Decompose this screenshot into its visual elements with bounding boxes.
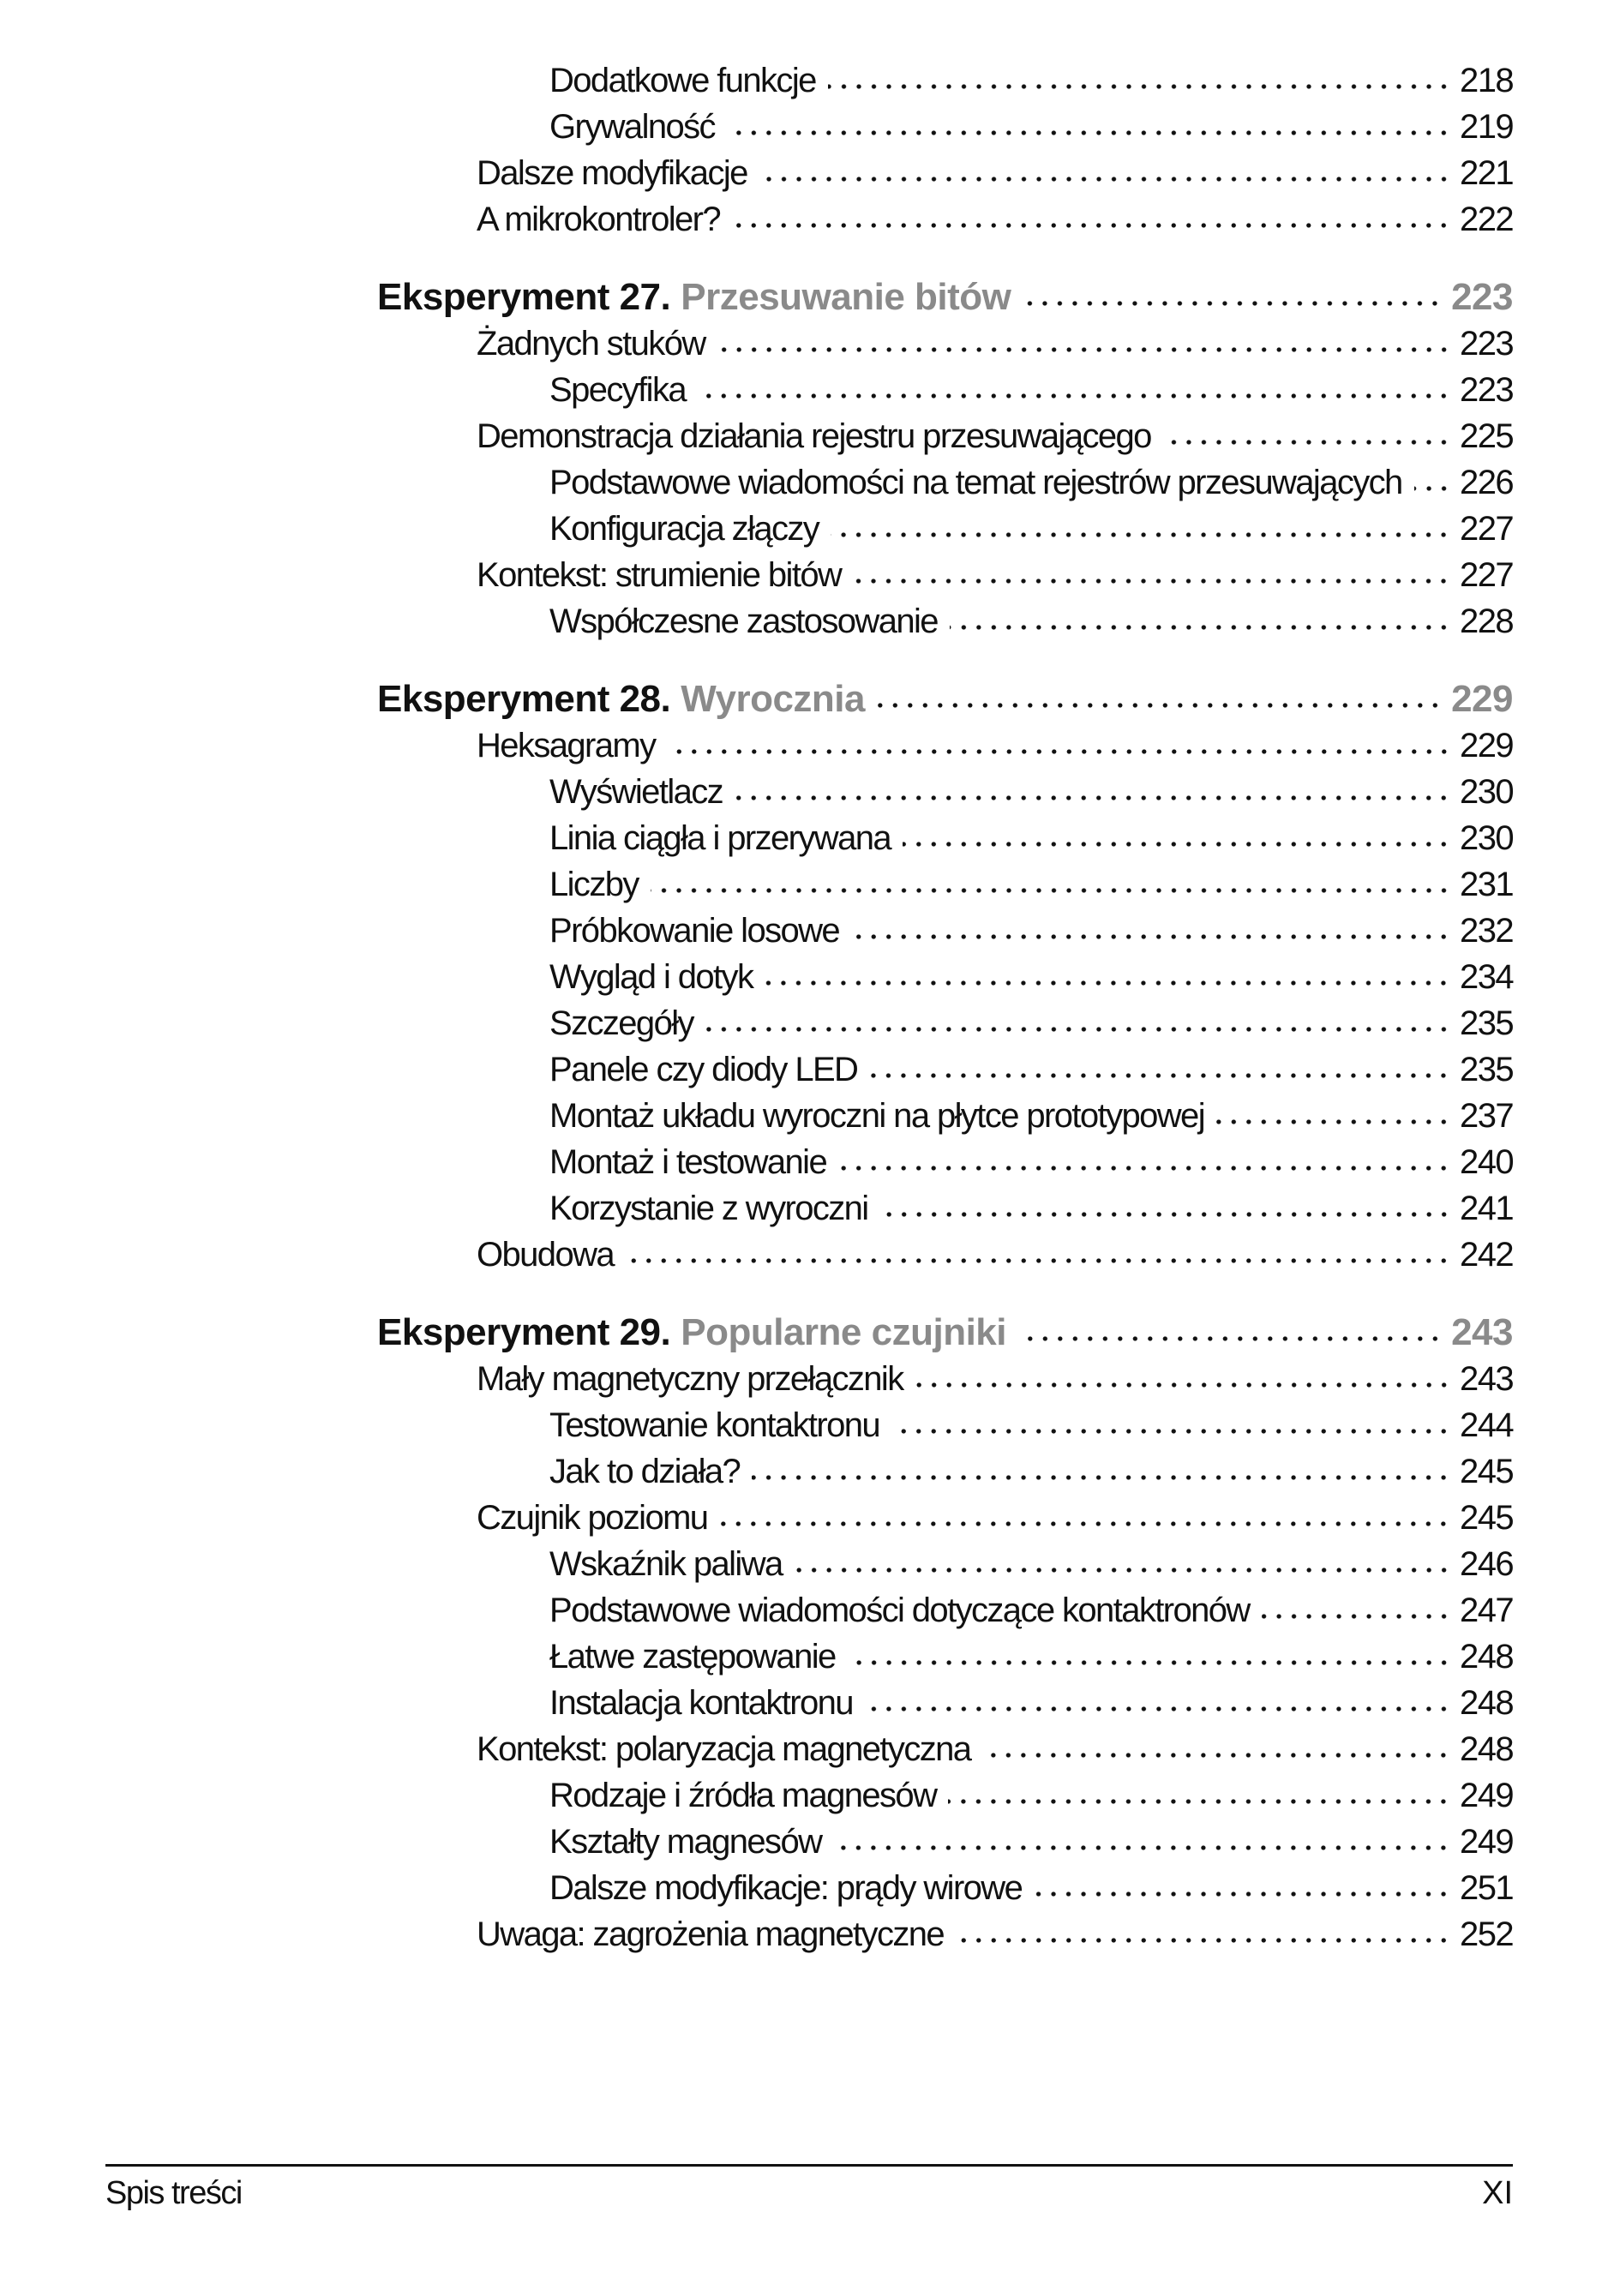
toc-entry <box>0 1448 1608 1495</box>
entry-title: Montaż i testowanie <box>549 1142 827 1181</box>
dot-leader <box>880 1212 1451 1217</box>
entry-title: Czujnik poziomu <box>477 1498 708 1537</box>
toc-entry <box>0 954 1608 1000</box>
dot-leader <box>1023 301 1443 306</box>
page-number: 241 <box>1460 1189 1513 1227</box>
toc-entry <box>0 861 1608 908</box>
toc-chapter-entry <box>0 274 1608 321</box>
dot-leader <box>828 84 1451 89</box>
entry-title <box>377 1311 1006 1354</box>
page-number: 228 <box>1460 602 1513 640</box>
entry-title: Dodatkowe funkcje <box>549 61 816 99</box>
dot-leader <box>865 1706 1451 1712</box>
page-number: 231 <box>1460 865 1513 903</box>
toc-entry <box>0 1819 1608 1865</box>
page-number: 235 <box>1460 1050 1513 1088</box>
page-number: 222 <box>1460 200 1513 238</box>
page-number: 219 <box>1460 107 1513 146</box>
page-number: 229 <box>1451 678 1513 720</box>
dot-leader <box>956 1938 1451 1943</box>
toc-entry <box>0 1634 1608 1680</box>
dot-leader <box>651 888 1451 893</box>
page-number: 243 <box>1451 1311 1513 1353</box>
page-number: 248 <box>1460 1637 1513 1676</box>
dot-leader <box>982 1753 1451 1758</box>
page-number: 230 <box>1460 818 1513 857</box>
dot-leader <box>833 1845 1451 1850</box>
entry-title: Testowanie kontaktronu <box>549 1406 880 1444</box>
toc-entry <box>0 552 1608 598</box>
dot-leader <box>1163 440 1451 445</box>
entry-title: Demonstracja działania rejestru przesuwającego <box>477 417 1151 455</box>
dot-leader <box>795 1568 1451 1573</box>
entry-title: Korzystanie z wyroczni <box>549 1189 868 1227</box>
page-number: 249 <box>1460 1776 1513 1814</box>
toc-entry <box>0 1911 1608 1957</box>
dot-leader <box>732 223 1451 228</box>
entry-title: Liczby <box>549 865 639 903</box>
toc-entry <box>0 506 1608 552</box>
page-number: 249 <box>1460 1822 1513 1861</box>
entry-title: Łatwe zastępowanie <box>549 1637 836 1676</box>
entry-title: Jak to działa? <box>549 1452 741 1490</box>
dot-leader <box>851 934 1451 939</box>
toc-chapter-entry <box>0 676 1608 722</box>
toc-entry <box>0 150 1608 196</box>
page-number: 229 <box>1460 726 1513 764</box>
dot-leader <box>950 625 1451 630</box>
dot-leader <box>1414 486 1451 491</box>
page-number: 235 <box>1460 1004 1513 1042</box>
entry-title: Próbkowanie losowe <box>549 911 840 950</box>
dot-leader <box>948 1799 1451 1804</box>
page-number: 223 <box>1451 276 1513 318</box>
toc-entry <box>0 1139 1608 1185</box>
dot-leader <box>759 177 1451 182</box>
chapter-label: Eksperyment 28. <box>377 678 671 720</box>
entry-title: Wskaźnik paliwa <box>549 1544 783 1583</box>
entry-title: Współczesne zastosowanie <box>549 602 938 640</box>
dot-leader <box>717 347 1451 352</box>
entry-title: Wygląd i dotyk <box>549 957 753 996</box>
toc-entry <box>0 1185 1608 1232</box>
page-number: 223 <box>1460 370 1513 409</box>
entry-title: Mały magnetyczny przełącznik <box>477 1359 903 1398</box>
page-number: 244 <box>1460 1406 1513 1444</box>
toc-entry <box>0 598 1608 644</box>
dot-leader <box>735 795 1451 800</box>
page-number: 234 <box>1460 957 1513 996</box>
entry-title: Żadnych stuków <box>477 324 705 363</box>
chapter-name: Popularne czujniki <box>681 1311 1006 1353</box>
entry-title: Uwaga: zagrożenia magnetyczne <box>477 1915 945 1953</box>
dot-leader <box>698 393 1451 399</box>
entry-title: Instalacja kontaktronu <box>549 1683 853 1722</box>
toc-entry <box>0 1680 1608 1726</box>
dot-leader <box>853 578 1451 584</box>
toc-entry <box>0 1726 1608 1772</box>
toc-entry <box>0 1865 1608 1911</box>
toc-entry <box>0 1587 1608 1634</box>
toc-entry <box>0 1772 1608 1819</box>
page-number: 218 <box>1460 61 1513 99</box>
dot-leader <box>1018 1336 1443 1341</box>
entry-title: Panele czy diody LED <box>549 1050 858 1088</box>
page-number: 240 <box>1460 1142 1513 1181</box>
page-number: 245 <box>1460 1452 1513 1490</box>
dot-leader <box>1216 1119 1451 1124</box>
dot-leader <box>765 980 1451 986</box>
toc-entry <box>0 769 1608 815</box>
entry-title: Kształty magnesów <box>549 1822 822 1861</box>
entry-title <box>377 276 1011 319</box>
dot-leader <box>727 130 1451 135</box>
toc-entry <box>0 1356 1608 1402</box>
page-number: 252 <box>1460 1915 1513 1953</box>
entry-title: Specyfika <box>549 370 687 409</box>
dot-leader <box>626 1258 1451 1263</box>
dot-leader <box>877 703 1443 708</box>
toc-entry <box>0 815 1608 861</box>
entry-title: Kontekst: strumienie bitów <box>477 555 842 594</box>
entry-title: Dalsze modyfikacje: prądy wirowe <box>549 1868 1023 1907</box>
dot-leader <box>848 1660 1451 1665</box>
page-number: 226 <box>1460 463 1513 501</box>
toc-entry <box>0 1495 1608 1541</box>
page-number: 242 <box>1460 1235 1513 1274</box>
entry-title: Podstawowe wiadomości na temat rejestrów przesuwających <box>549 463 1402 501</box>
toc-entry <box>0 459 1608 506</box>
dot-leader <box>705 1027 1451 1032</box>
entry-title: Linia ciągła i przerywana <box>549 818 891 857</box>
entry-title: Konfiguracja złączy <box>549 509 819 548</box>
toc-entry <box>0 1232 1608 1278</box>
page-number: 247 <box>1460 1591 1513 1629</box>
page-number: 251 <box>1460 1868 1513 1907</box>
toc-entry <box>0 1093 1608 1139</box>
entry-title: A mikrokontroler? <box>477 200 721 238</box>
toc-entry <box>0 367 1608 413</box>
entry-title: Obudowa <box>477 1235 615 1274</box>
toc-entry <box>0 413 1608 459</box>
dot-leader <box>668 749 1452 754</box>
dot-leader <box>1262 1614 1451 1619</box>
footer-page-number: XI <box>1482 2175 1513 2211</box>
entry-title: Kontekst: polaryzacja magnetyczna <box>477 1729 971 1768</box>
entry-title: Rodzaje i źródła magnesów <box>549 1776 937 1814</box>
entry-title: Montaż układu wyroczni na płytce prototypowej <box>549 1096 1204 1135</box>
entry-title: Grywalność <box>549 107 715 146</box>
page-number: 227 <box>1460 555 1513 594</box>
page-number: 227 <box>1460 509 1513 548</box>
page-number: 248 <box>1460 1729 1513 1768</box>
dot-leader <box>915 1382 1451 1388</box>
page-number: 248 <box>1460 1683 1513 1722</box>
toc-chapter-entry <box>0 1310 1608 1356</box>
dot-leader <box>719 1521 1451 1526</box>
page-number: 225 <box>1460 417 1513 455</box>
entry-title <box>377 678 865 721</box>
toc-entry <box>0 104 1608 150</box>
entry-title: Szczegóły <box>549 1004 693 1042</box>
toc-entry <box>0 1541 1608 1587</box>
chapter-label: Eksperyment 27. <box>377 276 671 318</box>
chapter-label: Eksperyment 29. <box>377 1311 671 1353</box>
dot-leader <box>1034 1891 1451 1897</box>
dot-leader <box>838 1166 1451 1171</box>
entry-title: Podstawowe wiadomości dotyczące kontaktronów <box>549 1591 1250 1629</box>
toc-entry <box>0 1000 1608 1046</box>
page-number: 237 <box>1460 1096 1513 1135</box>
toc-entry <box>0 196 1608 243</box>
toc-entry <box>0 321 1608 367</box>
page-number: 221 <box>1460 153 1513 192</box>
toc-entry <box>0 57 1608 104</box>
page-number: 223 <box>1460 324 1513 363</box>
footer-section-title: Spis treści <box>105 2175 242 2211</box>
footer-divider <box>105 2164 1513 2167</box>
page-number: 245 <box>1460 1498 1513 1537</box>
toc-entry <box>0 1402 1608 1448</box>
entry-title: Wyświetlacz <box>549 772 723 811</box>
entry-title: Heksagramy <box>477 726 656 764</box>
toc-entry <box>0 1046 1608 1093</box>
toc-entry <box>0 722 1608 769</box>
dot-leader <box>752 1475 1451 1480</box>
page-number: 232 <box>1460 911 1513 950</box>
table-of-contents <box>0 57 1608 1957</box>
chapter-name: Przesuwanie bitów <box>681 276 1011 318</box>
toc-entry <box>0 908 1608 954</box>
dot-leader <box>891 1429 1451 1434</box>
chapter-name: Wyrocznia <box>681 678 865 720</box>
dot-leader <box>831 532 1451 537</box>
page-number: 230 <box>1460 772 1513 811</box>
entry-title: Dalsze modyfikacje <box>477 153 747 192</box>
dot-leader <box>903 842 1451 847</box>
page-number: 243 <box>1460 1359 1513 1398</box>
page-number: 246 <box>1460 1544 1513 1583</box>
dot-leader <box>869 1073 1451 1078</box>
